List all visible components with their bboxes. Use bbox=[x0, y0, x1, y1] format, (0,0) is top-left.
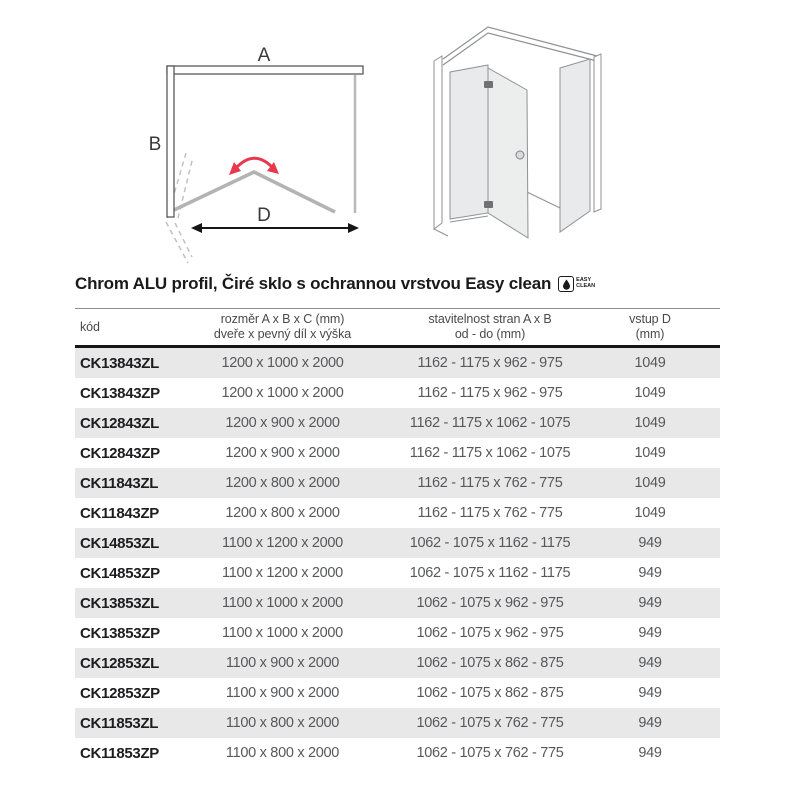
cell-rozmer: 1200 x 800 x 2000 bbox=[225, 475, 340, 491]
cell-vstup: 949 bbox=[638, 715, 662, 731]
cell-vstup: 949 bbox=[638, 745, 662, 761]
cell-vstup: 949 bbox=[638, 685, 662, 701]
left-profile-foot bbox=[434, 229, 448, 236]
table-row bbox=[75, 438, 720, 468]
cell-rozmer: 1200 x 900 x 2000 bbox=[225, 415, 340, 431]
cell-kod: CK14853ZL bbox=[80, 534, 160, 552]
table-row bbox=[75, 468, 720, 498]
shower-enclosure-illustration bbox=[420, 10, 700, 260]
cell-stavitelnost: 1062 - 1075 x 962 - 975 bbox=[416, 595, 564, 611]
cell-rozmer: 1100 x 900 x 2000 bbox=[225, 685, 340, 701]
cell-stavitelnost: 1162 - 1175 x 1062 - 1075 bbox=[409, 415, 571, 431]
right-glass-panel bbox=[560, 59, 590, 232]
table-row bbox=[75, 678, 720, 708]
table-row bbox=[75, 378, 720, 408]
column-header-rozmer-line1: rozměr A x B x C (mm) bbox=[220, 312, 345, 326]
cell-rozmer: 1100 x 1200 x 2000 bbox=[222, 565, 343, 581]
floor-edge-line bbox=[527, 192, 560, 208]
cell-stavitelnost: 1162 - 1175 x 762 - 775 bbox=[417, 505, 563, 521]
cell-vstup: 949 bbox=[638, 625, 662, 641]
cell-vstup: 1049 bbox=[634, 355, 666, 371]
cell-vstup: 1049 bbox=[634, 475, 666, 491]
easy-clean-line2: CLEAN bbox=[576, 283, 596, 289]
column-header-vstup bbox=[580, 312, 720, 342]
cell-vstup: 949 bbox=[638, 655, 662, 671]
cell-stavitelnost: 1162 - 1175 x 1062 - 1075 bbox=[409, 445, 571, 461]
column-header-vstup-line2: (mm) bbox=[635, 327, 665, 341]
column-header-kod bbox=[75, 320, 165, 335]
label-b: B bbox=[148, 134, 162, 155]
wall-a-bar bbox=[167, 66, 363, 74]
cell-kod: CK12853ZP bbox=[80, 684, 160, 702]
table-row bbox=[75, 618, 720, 648]
table-row bbox=[75, 408, 720, 438]
cell-rozmer: 1200 x 1000 x 2000 bbox=[221, 355, 344, 371]
cell-kod: CK13843ZP bbox=[80, 384, 160, 402]
label-d: D bbox=[257, 205, 271, 226]
column-header-rozmer bbox=[165, 312, 400, 342]
cell-kod: CK11843ZP bbox=[80, 504, 160, 522]
cell-vstup: 949 bbox=[638, 595, 662, 611]
cell-kod: CK11853ZL bbox=[80, 714, 159, 732]
cell-kod: CK14853ZP bbox=[80, 564, 160, 582]
fixed-glass-panel bbox=[450, 65, 488, 219]
wall-b-bar bbox=[167, 66, 174, 217]
cell-vstup: 949 bbox=[638, 565, 662, 581]
cell-rozmer: 1100 x 1200 x 2000 bbox=[222, 535, 343, 551]
table-row bbox=[75, 528, 720, 558]
column-header-kod-label: kód bbox=[80, 319, 100, 334]
folding-door-lines bbox=[174, 172, 335, 212]
easy-clean-line1: EASY bbox=[576, 277, 592, 284]
spec-table bbox=[75, 308, 720, 768]
cell-kod: CK11853ZP bbox=[80, 744, 160, 762]
column-header-stavitelnost-line1: stavitelnost stran A x B bbox=[428, 312, 552, 326]
hinge-bottom-icon bbox=[484, 201, 493, 208]
cell-stavitelnost: 1062 - 1075 x 862 - 875 bbox=[416, 685, 564, 701]
cell-rozmer: 1100 x 800 x 2000 bbox=[225, 715, 340, 731]
table-row bbox=[75, 588, 720, 618]
table-row bbox=[75, 558, 720, 588]
column-header-stavitelnost bbox=[400, 312, 580, 342]
cell-stavitelnost: 1162 - 1175 x 962 - 975 bbox=[417, 385, 563, 401]
cell-vstup: 1049 bbox=[634, 385, 666, 401]
cell-rozmer: 1100 x 1000 x 2000 bbox=[222, 595, 343, 611]
table-body bbox=[75, 348, 720, 768]
table-header bbox=[75, 309, 720, 345]
cell-rozmer: 1100 x 900 x 2000 bbox=[225, 655, 340, 671]
cell-kod: CK11843ZL bbox=[80, 474, 159, 492]
dimension-d-arrow bbox=[191, 223, 359, 233]
cell-vstup: 949 bbox=[638, 535, 662, 551]
cell-kod: CK13853ZL bbox=[80, 594, 160, 612]
cell-stavitelnost: 1062 - 1075 x 862 - 875 bbox=[416, 655, 564, 671]
table-row bbox=[75, 738, 720, 768]
cell-stavitelnost: 1062 - 1075 x 762 - 775 bbox=[416, 745, 564, 761]
cell-stavitelnost: 1062 - 1075 x 962 - 975 bbox=[416, 625, 564, 641]
section-title-bar bbox=[75, 272, 725, 296]
page-title: Chrom ALU profil, Čiré sklo s ochrannou vrstvou Easy clean bbox=[75, 274, 552, 293]
cell-rozmer: 1100 x 800 x 2000 bbox=[225, 745, 340, 761]
table-row bbox=[75, 348, 720, 378]
column-header-vstup-line1: vstup D bbox=[629, 312, 671, 326]
cell-rozmer: 1200 x 1000 x 2000 bbox=[221, 385, 344, 401]
cell-kod: CK13853ZP bbox=[80, 624, 160, 642]
cell-stavitelnost: 1162 - 1175 x 962 - 975 bbox=[417, 355, 563, 371]
cell-kod: CK12843ZL bbox=[80, 414, 160, 432]
cell-stavitelnost: 1062 - 1075 x 762 - 775 bbox=[416, 715, 564, 731]
label-a: A bbox=[257, 45, 271, 66]
cell-rozmer: 1200 x 900 x 2000 bbox=[225, 445, 340, 461]
right-profile-bar bbox=[594, 54, 601, 212]
top-view-diagram bbox=[100, 20, 400, 270]
cell-kod: CK12853ZL bbox=[80, 654, 160, 672]
door-knob-icon bbox=[516, 151, 524, 159]
table-row bbox=[75, 498, 720, 528]
droplet-icon bbox=[558, 276, 574, 292]
easy-clean-label bbox=[576, 278, 595, 290]
cell-vstup: 1049 bbox=[634, 505, 666, 521]
left-profile-bar bbox=[434, 56, 442, 229]
easy-clean-badge bbox=[558, 276, 595, 292]
cell-rozmer: 1200 x 800 x 2000 bbox=[225, 505, 340, 521]
hinge-top-icon bbox=[484, 81, 493, 88]
column-header-stavitelnost-line2: od - do (mm) bbox=[454, 327, 526, 341]
table-row bbox=[75, 708, 720, 738]
table-row bbox=[75, 648, 720, 678]
cell-kod: CK12843ZP bbox=[80, 444, 160, 462]
cell-kod: CK13843ZL bbox=[80, 354, 160, 372]
column-header-rozmer-line2: dveře x pevný díl x výška bbox=[213, 327, 352, 341]
cell-vstup: 1049 bbox=[634, 445, 666, 461]
cell-stavitelnost: 1162 - 1175 x 762 - 775 bbox=[417, 475, 563, 491]
cell-rozmer: 1100 x 1000 x 2000 bbox=[222, 625, 343, 641]
cell-vstup: 1049 bbox=[634, 415, 666, 431]
cell-stavitelnost: 1062 - 1075 x 1162 - 1175 bbox=[409, 535, 571, 551]
top-frame bbox=[443, 27, 597, 65]
cell-stavitelnost: 1062 - 1075 x 1162 - 1175 bbox=[409, 565, 571, 581]
